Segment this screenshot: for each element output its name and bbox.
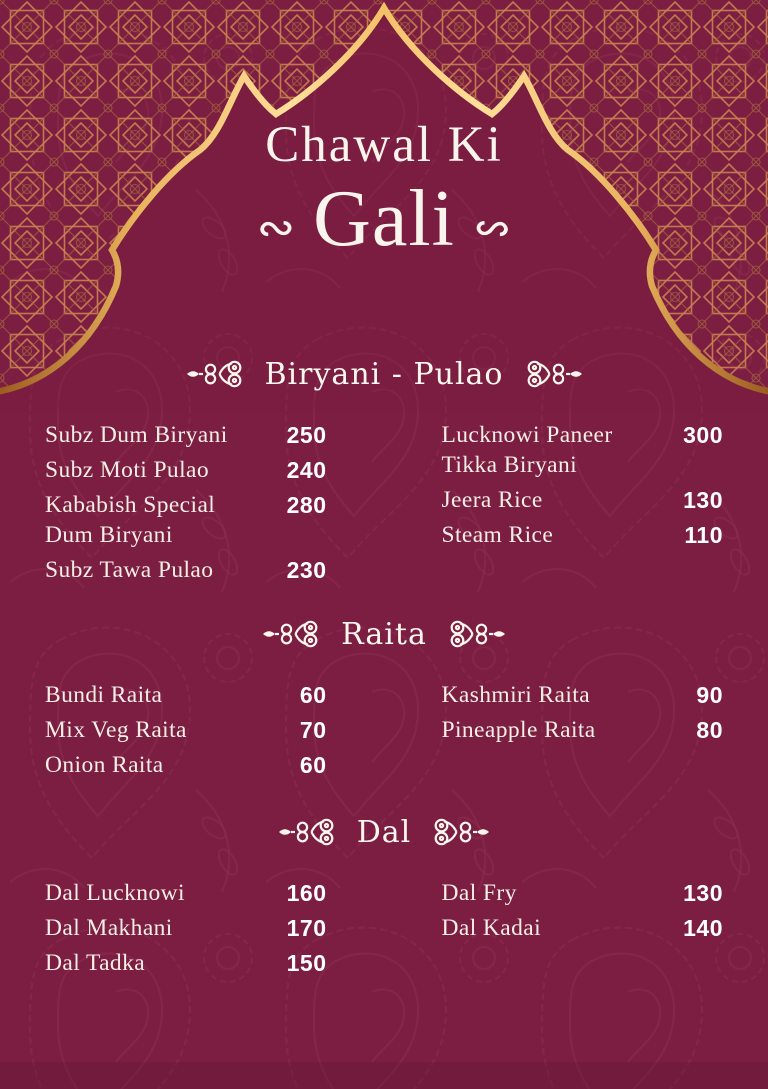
item-name: Onion Raita xyxy=(45,752,164,778)
item-price: 130 xyxy=(683,880,723,906)
menu-item xyxy=(45,555,327,585)
section-heading-text: Raita xyxy=(341,616,427,652)
menu-item xyxy=(442,420,724,480)
title-line1: Chawal Ki xyxy=(265,117,503,173)
menu-item xyxy=(45,750,327,780)
item-name: Lucknowi Paneer Tikka Biryani xyxy=(441,422,613,478)
heading-ornament-right-icon xyxy=(424,816,490,848)
item-name: Dal Fry xyxy=(441,880,517,906)
menu-item xyxy=(442,878,724,908)
title-line2: Gali xyxy=(313,175,455,263)
menu-item xyxy=(45,420,327,450)
item-price: 80 xyxy=(696,717,723,743)
swirl-ornament-left-icon: ∾ xyxy=(256,200,296,254)
item-price: 240 xyxy=(286,457,327,483)
item-name: Dal Lucknowi xyxy=(45,880,185,906)
item-price: 280 xyxy=(286,492,327,518)
item-name: Dal Kadai xyxy=(441,915,542,941)
item-name: Mix Veg Raita xyxy=(45,717,187,743)
item-name: Kashmiri Raita xyxy=(441,682,591,708)
section-items-dal xyxy=(0,878,768,983)
menu-item xyxy=(45,455,327,485)
items-column-left xyxy=(45,680,327,785)
section-heading-dal xyxy=(0,810,768,854)
menu-item xyxy=(45,878,327,908)
item-name: Subz Dum Biryani xyxy=(45,422,228,448)
section-items-raita xyxy=(0,680,768,785)
item-price: 70 xyxy=(299,717,327,743)
items-column-right xyxy=(442,420,724,590)
item-price: 300 xyxy=(683,422,723,448)
restaurant-title xyxy=(0,0,768,263)
items-column-left xyxy=(45,878,327,983)
item-price: 60 xyxy=(299,682,327,708)
heading-ornament-right-icon xyxy=(440,618,506,650)
section-heading-text: Biryani - Pulao xyxy=(264,356,504,392)
item-name: Bundi Raita xyxy=(45,682,163,708)
section-heading-biryani-pulao xyxy=(0,352,768,396)
menu-item xyxy=(45,948,327,978)
item-price: 90 xyxy=(696,682,723,708)
menu-item xyxy=(45,913,327,943)
items-column-right xyxy=(442,878,724,983)
heading-ornament-left-icon xyxy=(262,618,328,650)
items-column-right xyxy=(442,680,724,785)
item-price: 250 xyxy=(286,422,327,448)
section-items-biryani-pulao xyxy=(0,420,768,590)
menu-item xyxy=(442,913,724,943)
menu-item xyxy=(45,680,327,710)
heading-ornament-right-icon xyxy=(517,358,583,390)
item-name: Kababish Special Dum Biryani xyxy=(45,492,216,548)
menu-item xyxy=(45,490,327,550)
heading-ornament-left-icon xyxy=(186,358,252,390)
item-price: 230 xyxy=(286,557,327,583)
title-line2-row xyxy=(0,175,768,263)
menu-item xyxy=(442,485,724,515)
menu-item xyxy=(442,715,724,745)
swirl-ornament-right-icon: ∾ xyxy=(472,200,512,254)
item-name: Subz Moti Pulao xyxy=(45,457,209,483)
item-price: 130 xyxy=(683,487,723,513)
item-name: Jeera Rice xyxy=(441,487,543,513)
items-column-left xyxy=(45,420,327,590)
item-price: 160 xyxy=(286,880,327,906)
item-name: Subz Tawa Pulao xyxy=(45,557,214,583)
item-name: Dal Tadka xyxy=(45,950,146,976)
menu-item xyxy=(442,520,724,550)
menu xyxy=(0,352,768,983)
item-price: 170 xyxy=(286,915,327,941)
item-name: Dal Makhani xyxy=(45,915,173,941)
item-price: 150 xyxy=(286,950,327,976)
section-heading-text: Dal xyxy=(356,814,412,850)
item-name: Pineapple Raita xyxy=(441,717,596,743)
menu-item xyxy=(442,680,724,710)
item-name: Steam Rice xyxy=(441,522,554,548)
menu-item xyxy=(45,715,327,745)
item-price: 60 xyxy=(299,752,327,778)
item-price: 140 xyxy=(683,915,723,941)
section-heading-raita xyxy=(0,612,768,656)
item-price: 110 xyxy=(684,522,723,548)
heading-ornament-left-icon xyxy=(278,816,344,848)
